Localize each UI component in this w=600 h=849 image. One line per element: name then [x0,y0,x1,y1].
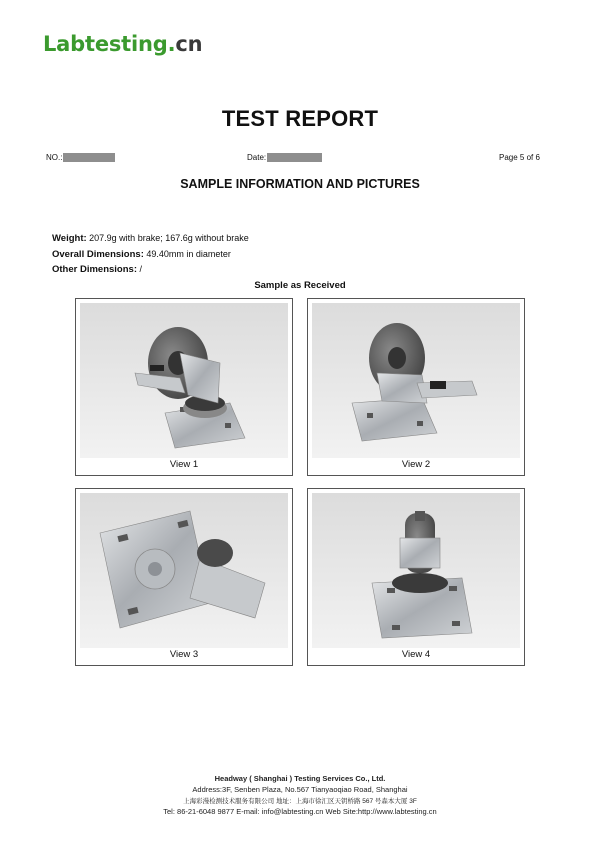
photo-view-1 [75,298,293,476]
view-1-caption: View 1 [169,459,199,470]
caster-photo-view-2 [312,303,520,458]
company-logo [43,32,202,56]
view-3-caption: View 3 [169,649,199,660]
report-number [46,153,115,162]
photo-view-3 [75,488,293,666]
photo-view-2 [307,298,525,476]
logo-main-text: Labtesting [43,32,168,56]
other-dimensions-value: / [137,264,143,274]
page-number: Page 5 of 6 [499,153,540,162]
report-title: TEST REPORT [221,106,379,131]
report-date [247,153,322,162]
logo-tld: cn [175,32,203,56]
footer-company: Headway ( Shanghai ) Testing Services Co., Ltd. [214,774,386,783]
redacted-number [63,153,115,162]
overall-dimensions-label: Overall Dimensions: [52,249,144,260]
weight-line [52,233,249,244]
photo-view-4 [307,488,525,666]
footer-chinese-address: 上海彩漫检测技术服务有限公司 地址：上海市徐汇区天钥桥路 567 号森本大厦 3F [183,798,417,805]
footer-contact: Tel: 86-21-6048 9877 E-mail: info@labtesting.cn Web Site:http://www.labtesting.cn [163,807,437,816]
overall-dimensions-value: 49.40mm in diameter [143,249,231,259]
view-2-caption: View 2 [401,459,431,470]
report-number-label: NO.: [46,153,63,162]
report-date-label: Date: [247,153,267,162]
other-dimensions-label: Other Dimensions: [52,264,137,275]
caster-photo-view-3 [80,493,288,648]
logo-dot: . [167,32,176,56]
footer-address: Address:3F, Senben Plaza, No.567 Tianyaoqiao Road, Shanghai [192,785,408,794]
caster-photo-view-4 [312,493,520,648]
redacted-date [267,153,322,162]
other-dimensions-line [52,264,142,275]
caster-photo-view-1 [80,303,288,458]
weight-value: 207.9g with brake; 167.6g without brake [86,233,249,243]
section-title: SAMPLE INFORMATION AND PICTURES [180,177,420,191]
overall-dimensions-line [52,249,231,260]
view-4-caption: View 4 [401,649,431,660]
weight-label: Weight: [52,233,87,244]
photos-caption: Sample as Received [254,280,346,291]
